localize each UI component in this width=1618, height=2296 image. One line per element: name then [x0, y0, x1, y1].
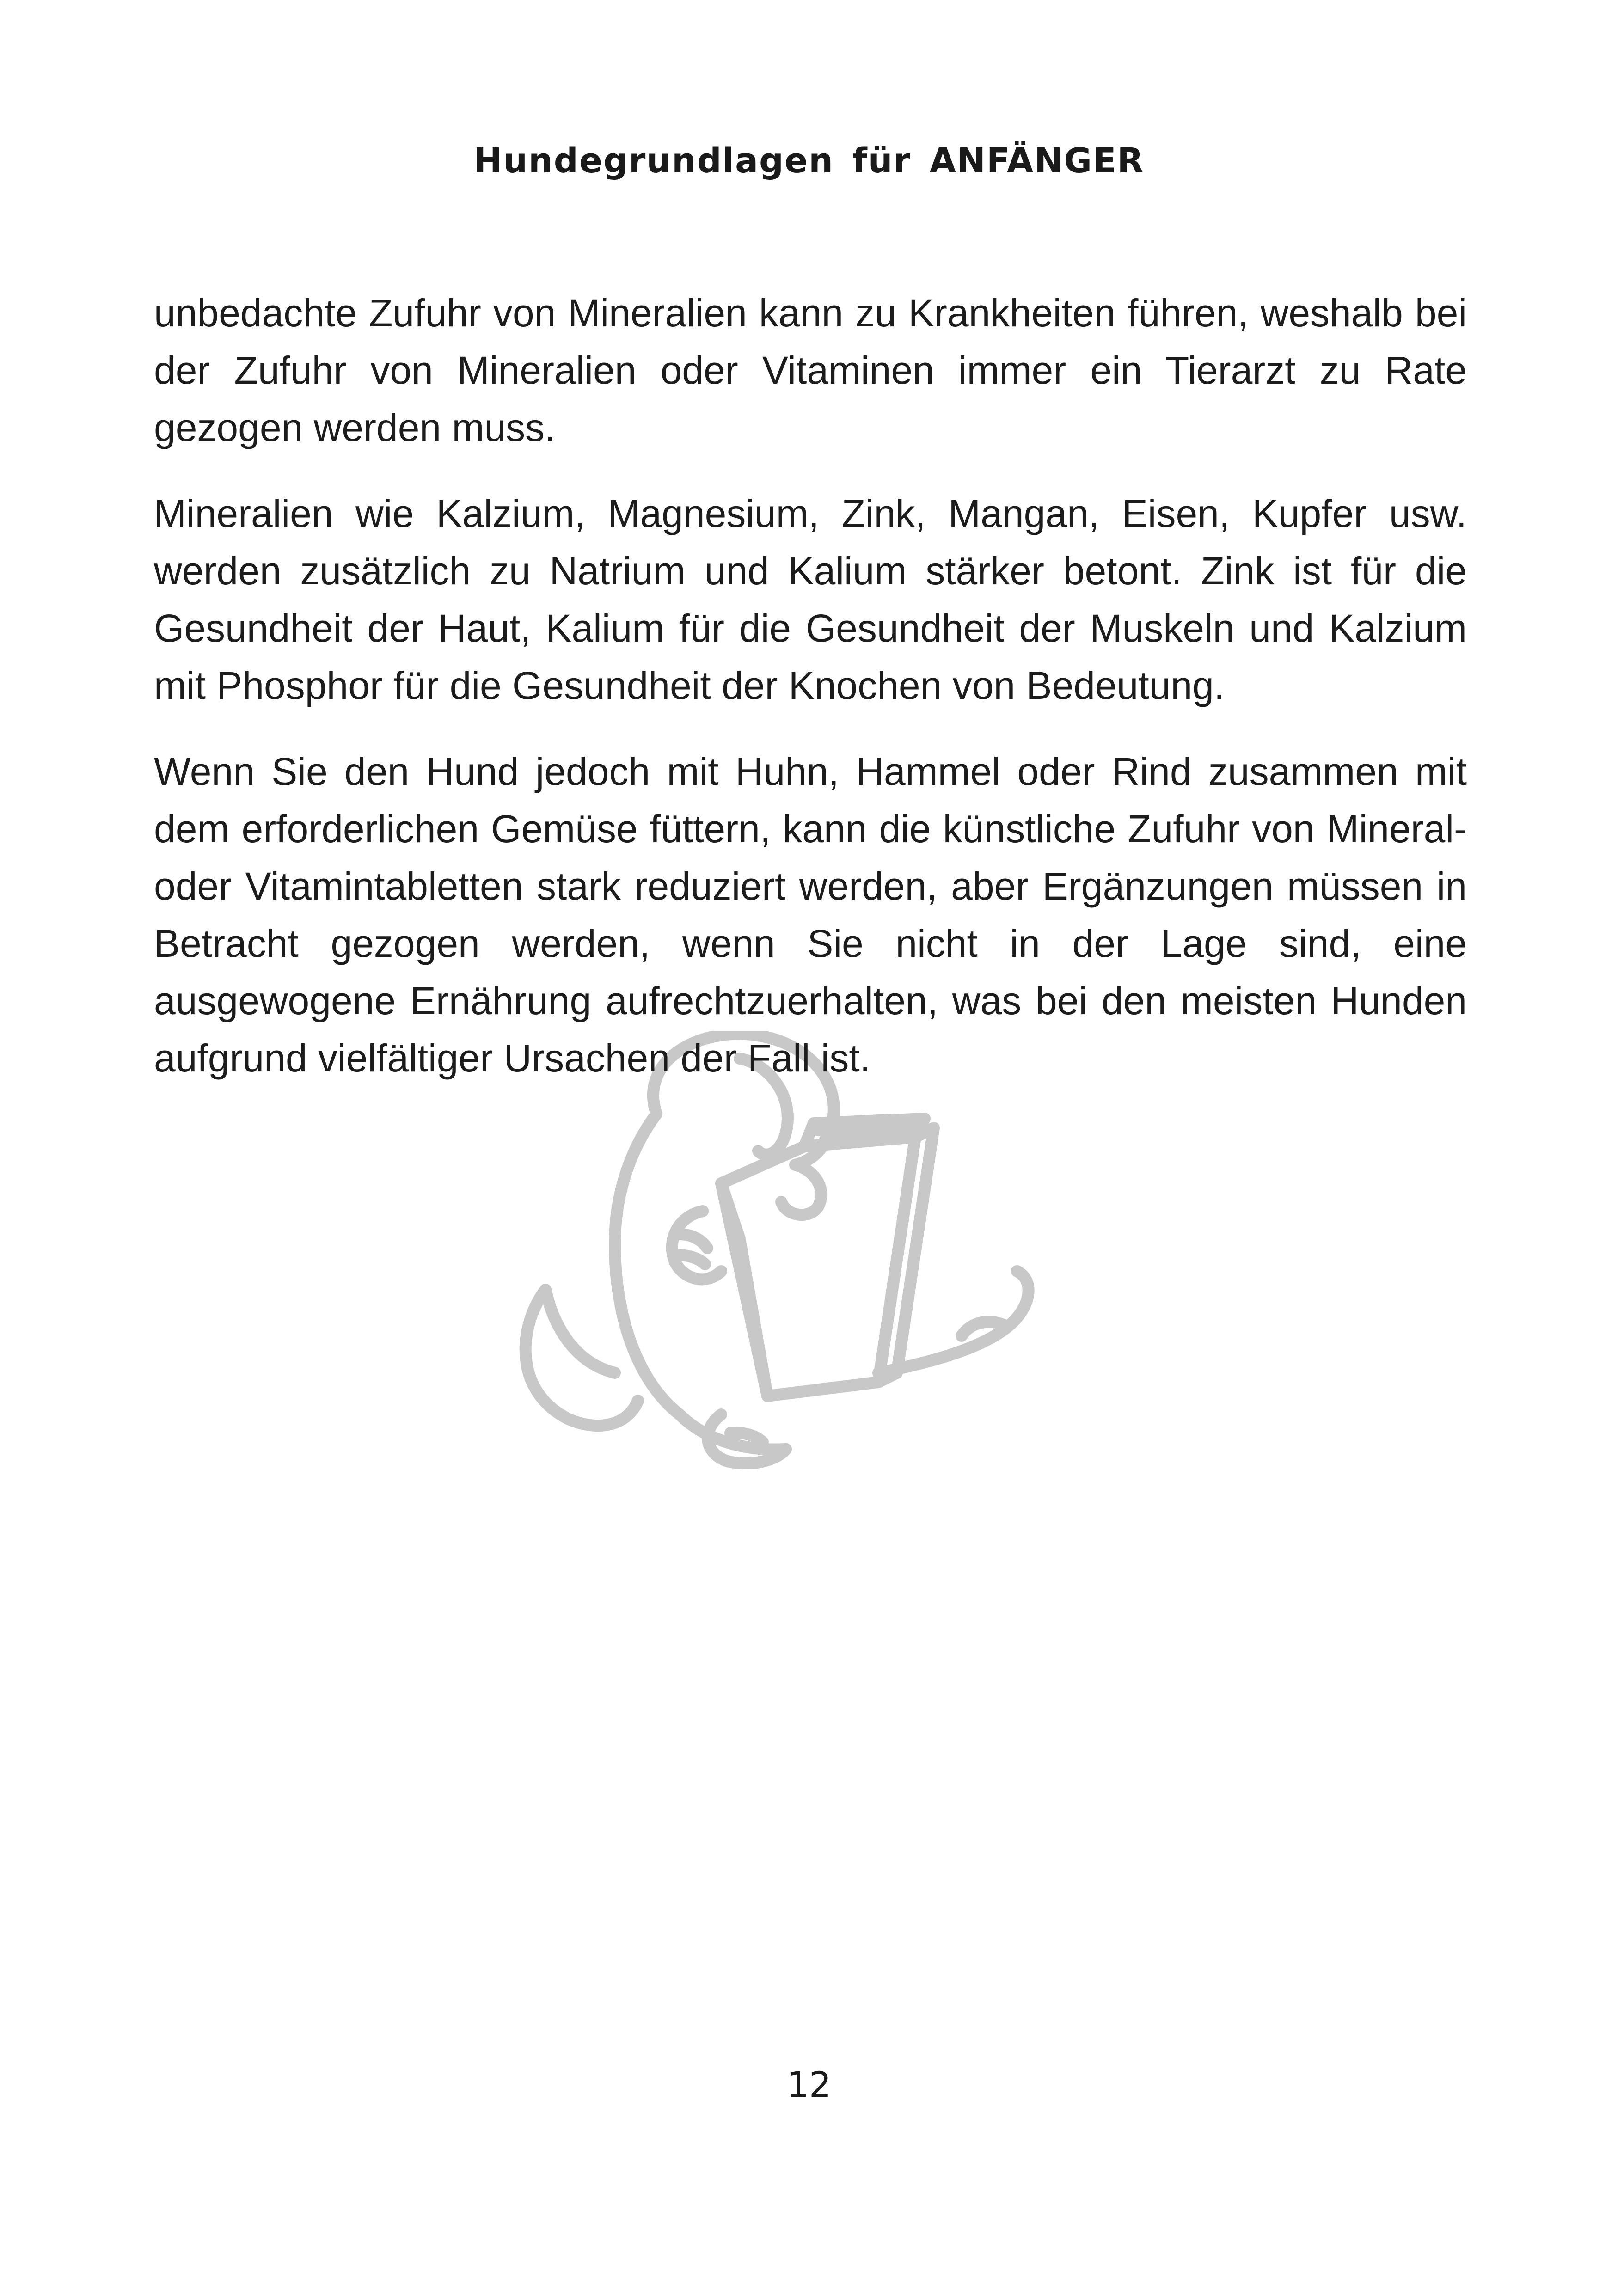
page-number: 12: [786, 2064, 832, 2105]
paragraph-1: unbedachte Zufuhr von Mineralien kann zu Krankheiten führen, weshalb bei der Zufuhr von Mineralien oder Vitaminen immer ein Tierarzt zu Rate gezogen werden muss.: [154, 291, 1467, 449]
body-text: [154, 284, 1467, 1115]
paragraph-2: Mineralien wie Kalzium, Magnesium, Zink, Mangan, Eisen, Kupfer usw. werden zusätzlich zu Natrium und Kalium stärker betont. Zink ist für die Gesundheit der Haut, Kalium für die Gesundheit der Muskeln und Kalzium mit Phosphor für die Gesundheit der Knochen von Bedeutung.: [154, 492, 1467, 707]
paragraph-3: Wenn Sie den Hund jedoch mit Huhn, Hammel oder Rind zusammen mit dem erforderlichen Gemüse füttern, kann die künstliche Zufuhr von Mineral- oder Vitamintabletten stark reduziert werden, aber Ergänzungen müssen in Betracht gezogen werden, wenn Sie nicht in der Lage sind, eine ausgewogene Ernährung aufrechtzuerhalten, was bei den meisten Hunden aufgrund vielfältiger Ursachen der Fall ist.: [154, 750, 1467, 1080]
running-header: Hundegrundlagen für ANFÄNGER: [473, 141, 1145, 181]
